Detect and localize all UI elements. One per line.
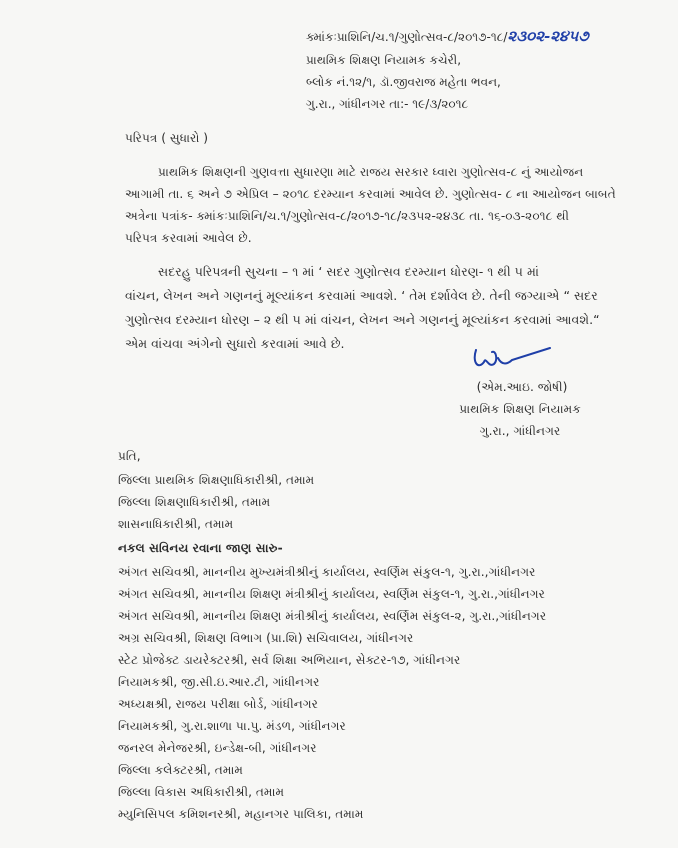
handwritten-reference: ૨૩૦૨-૨૪૫૭ (507, 27, 589, 45)
para1-line-1: પ્રાથમિક શિક્ષણની ગુણવત્તા સુધારણા માટે રાજય સરકાર ધ્વારા ગુણોત્સવ-૮ નું આયોજન (158, 165, 584, 179)
copy-item: સ્ટેટ પ્રોજેક્ટ ડાયરેક્ટરશ્રી, સર્વ શિક્ષા અભિયાન, સેક્ટર-૧૭, ગાંધીનગર (118, 653, 461, 667)
para2-line-2: વાંચન, લેખન અને ગણનનું મૂલ્યાંકન કરવામાં આવશે. ‘ તેમ દર્શાવેલ છે. તેની જગ્યાએ “ સદર (125, 288, 598, 303)
para1-line-4: પરિપત્ર કરવામાં આવેલ છે. (125, 231, 252, 245)
signatory-place: ગુ.રા., ગાંધીનગર (479, 424, 561, 438)
copy-item: અગ્ર સચિવશ્રી, શિક્ષણ વિભાગ (પ્રા.શિ) સચિવાલય, ગાંધીનગર (118, 631, 414, 645)
reference-number (306, 28, 589, 45)
copy-item: અંગત સચિવશ્રી, માનનીય મુખ્યમંત્રીશ્રીનું કાર્યાલય, સ્વર્ણિમ સંકુલ-૧, ગુ.રા.,ગાંધીનગર (118, 565, 536, 579)
copy-item: નિયામકશ્રી, ગુ.રા.શાળા પા.પુ. મંડળ, ગાંધીનગર (118, 719, 346, 733)
copy-item: અંગત સચિવશ્રી, માનનીય શિક્ષણ મંત્રીશ્રીનું કાર્યાલય, સ્વર્ણિમ સંકુલ-૧, ગુ.રા.,ગાંધીનગર (118, 587, 545, 601)
copy-item: મ્યુનિસિપલ કમિશનરશ્રી, મહાનગર પાલિકા, તમામ (118, 807, 364, 821)
para1-line-2: આગામી તા. ૬ અને ૭ એપ્રિલ – ૨૦૧૮ દરમ્યાન કરવામાં આવેલ છે. ગુણોત્સવ- ૮ ના આયોજન બાબતે (125, 187, 616, 201)
signatory-name: (એમ.આઇ. જોષી) (476, 380, 568, 394)
to-label: પ્રતિ, (118, 449, 141, 463)
copy-item: જનરલ મેનેજરશ્રી, ઇન્ડેક્ષ-બી, ગાંધીનગર (118, 741, 317, 755)
reference-prefix: ક્માંકઃપ્રાશિનિ/ચ.૧/ગુણોત્સવ-૮/૨૦૧૭-૧૮/ (306, 30, 508, 44)
recipient-item: શાસનાધિકારીશ્રી, તમામ (118, 517, 234, 531)
recipient-item: જિલ્લા શિક્ષણાધિકારીશ્રી, તમામ (118, 495, 271, 509)
office-address: બ્લોક નં.૧૨/૧, ડૉ.જીવરાજ મહેતા ભવન, (306, 75, 501, 89)
copy-item: અંગત સચિવશ્રી, માનનીય શિક્ષણ મંત્રીશ્રીનું કાર્યાલય, સ્વર્ણિમ સંકુલ-૨, ગુ.રા.,ગાંધીનગર (118, 609, 547, 623)
para2-line-3: ગુણોત્સવ દરમ્યાન ધોરણ – ૨ થી ૫ માં વાંચન, લેખન અને ગણનનું મૂલ્યાંકન કરવામાં આવશે.“ (125, 312, 600, 327)
copy-item: જિલ્લા કલેક્ટરશ્રી, તમામ (118, 763, 244, 777)
para2-line-1: સદરહુ પરિપત્રની સુચના – ૧ માં ‘ સદર ગુણોત્સવ દરમ્યાન ધોરણ- ૧ થી ૫ માં (158, 264, 539, 279)
copy-item: જિલ્લા વિકાસ અધિકારીશ્રી, તમામ (118, 785, 285, 799)
city-date: ગુ.રા., ગાંધીનગર તા:- ૧૯/૩/૨૦૧૮ (306, 97, 469, 111)
recipient-item: જિલ્લા પ્રાથમિક શિક્ષણાધિકારીશ્રી, તમામ (118, 473, 315, 487)
copy-item: અધ્યક્ષશ્રી, રાજય પરીક્ષા બોર્ડ, ગાંધીનગર (118, 697, 318, 711)
signatory-title: પ્રાથમિક શિક્ષણ નિયામક (459, 402, 581, 416)
copy-item: નિયામકશ્રી, જી.સી.ઇ.આર.ટી, ગાંધીનગર (118, 675, 320, 689)
signature-scribble (468, 340, 554, 380)
office-name: પ્રાથમિક શિક્ષણ નિયામક કચેરી, (306, 53, 462, 67)
subject-title: પરિપત્ર ( સુધારો ) (125, 131, 209, 145)
copy-label: નકલ સવિનય રવાના જાણ સારુ- (118, 541, 283, 555)
para2-line-4: એમ વાંચવા અંગેનો સુધારો કરવામાં આવે છે. (125, 336, 345, 351)
para1-line-3: અત્રેના પત્રાંક- ક્માંકઃપ્રાશિનિ/ચ.૧/ગુણોત્સવ-૮/૨૦૧૭-૧૮/૨૩૫૨-૨૪૩૮ તા. ૧૬-૦૩-૨૦૧૮ થી (125, 209, 570, 223)
